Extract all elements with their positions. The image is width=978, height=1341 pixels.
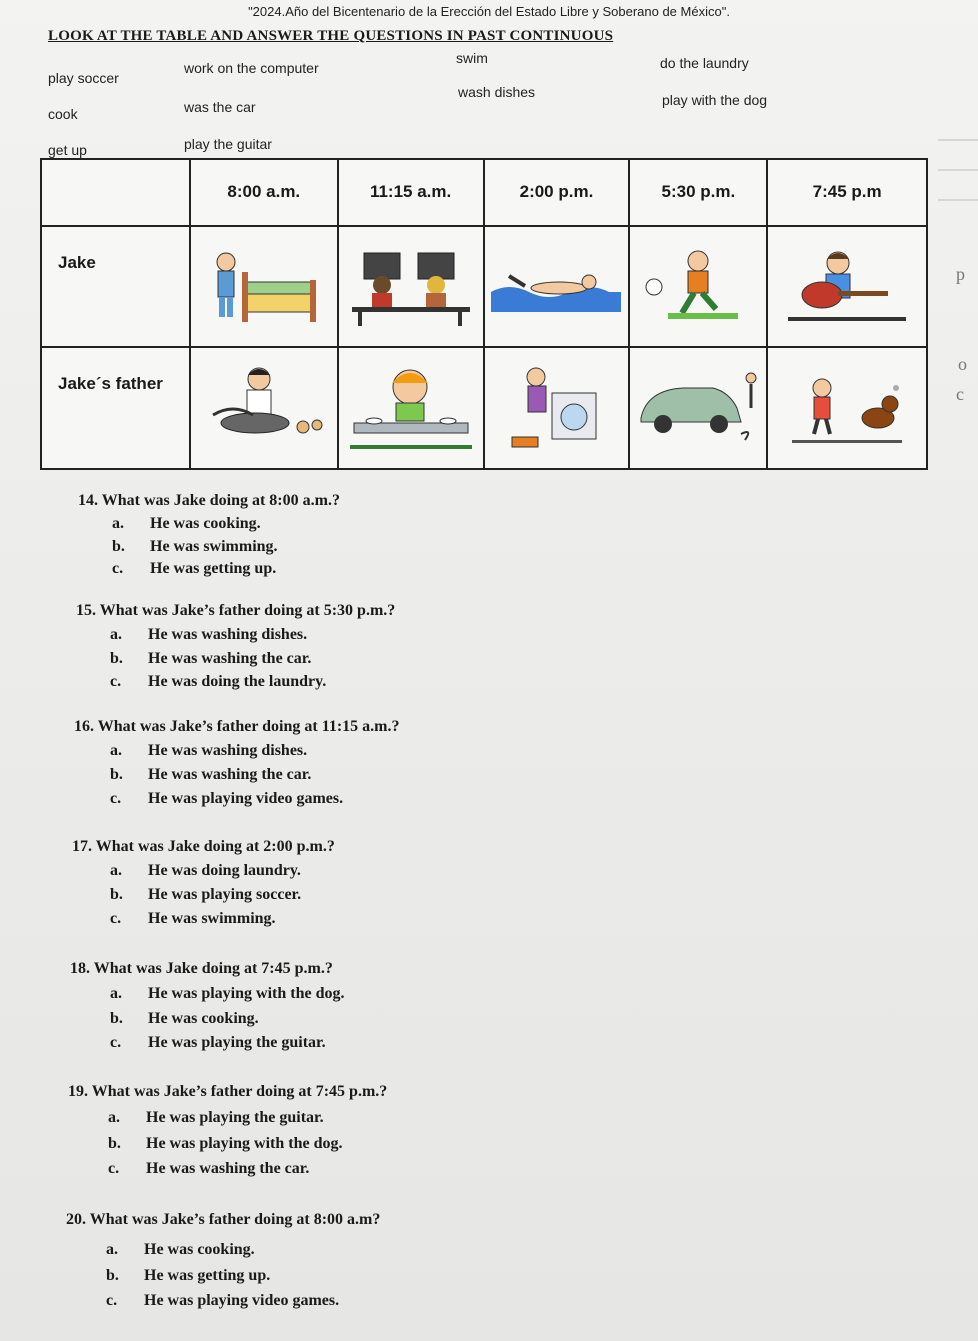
picture-playing-soccer (629, 226, 767, 348)
time-header: 7:45 p.m (767, 159, 927, 226)
option: a. He was doing laundry. (110, 862, 301, 879)
picture-washing-car (629, 347, 767, 469)
question-text: What was Jake doing at 8:00 a.m.? (101, 492, 340, 509)
computer-picture-icon (346, 247, 476, 327)
question-number: 16. (74, 718, 94, 735)
question-text: What was Jake’s father doing at 11:15 a.m.? (97, 718, 400, 735)
dishes-picture-icon (344, 363, 478, 453)
picture-washing-dishes (338, 347, 484, 469)
option: a. He was playing the guitar. (108, 1109, 324, 1126)
question-number: 18. (70, 960, 90, 977)
picture-playing-guitar (767, 226, 927, 348)
picture-cooking (190, 347, 338, 469)
svg-text:c: c (956, 384, 964, 404)
question-text: What was Jake doing at 2:00 p.m.? (95, 838, 335, 855)
swimming-picture-icon (489, 252, 623, 322)
row-label-jake: Jake (41, 226, 190, 348)
option: a. He was washing dishes. (110, 626, 308, 643)
word-get-up: get up (48, 142, 87, 158)
time-header: 11:15 a.m. (338, 159, 484, 226)
schedule-table (40, 158, 928, 470)
option: b. He was washing the car. (110, 766, 312, 783)
option: a. He was cooking. (112, 515, 261, 532)
car-picture-icon (633, 368, 763, 448)
option: b. He was playing with the dog. (108, 1135, 343, 1152)
option: b. He was getting up. (106, 1267, 271, 1284)
bed-picture-icon (204, 242, 324, 332)
header-text: "2024.Año del Bicentenario de la Erección del Estado Libre y Soberano de México". (248, 4, 730, 19)
question-number: 19. (68, 1083, 88, 1100)
table-corner-cell (41, 159, 190, 226)
time-header: 5:30 p.m. (629, 159, 767, 226)
cooking-picture-icon (199, 363, 329, 453)
question-number: 15. (76, 602, 96, 619)
guitar-picture-icon (782, 247, 912, 327)
option: c. He was washing the car. (108, 1160, 310, 1177)
option: c. He was swimming. (110, 910, 276, 927)
question-text: What was Jake’s father doing at 5:30 p.m.? (99, 602, 396, 619)
option: b. He was playing soccer. (110, 886, 302, 903)
question-text: What was Jake’s father doing at 8:00 a.m? (89, 1211, 381, 1228)
table-header-row (41, 159, 927, 226)
soccer-picture-icon (638, 247, 758, 327)
option: c. He was getting up. (112, 560, 277, 577)
option: b. He was cooking. (110, 1010, 259, 1027)
row-label-jakes-father: Jake´s father (41, 347, 190, 469)
word-swim: swim (456, 50, 488, 66)
page-edge-marks (938, 130, 978, 550)
option: c. He was playing video games. (110, 790, 344, 807)
word-work-on-the-computer: work on the computer (184, 60, 319, 76)
option: c. He was playing the guitar. (110, 1034, 326, 1051)
option: c. He was playing video games. (106, 1292, 340, 1309)
option: b. He was washing the car. (110, 650, 312, 667)
picture-playing-with-dog (767, 347, 927, 469)
question-text: What was Jake doing at 7:45 p.m.? (93, 960, 333, 977)
svg-text:p: p (956, 264, 965, 284)
picture-getting-up (190, 226, 338, 348)
option: a. He was cooking. (106, 1241, 255, 1258)
dog-picture-icon (782, 368, 912, 448)
word-was-the-car: was the car (184, 99, 256, 115)
option: a. He was playing with the dog. (110, 985, 345, 1002)
word-cook: cook (48, 106, 78, 122)
table-row-jake (41, 226, 927, 348)
word-play-the-guitar: play the guitar (184, 136, 272, 152)
word-play-soccer: play soccer (48, 70, 119, 86)
time-header: 2:00 p.m. (484, 159, 630, 226)
word-do-the-laundry: do the laundry (660, 55, 749, 71)
instructions-title: LOOK AT THE TABLE AND ANSWER THE QUESTIONS IN PAST CONTINUOUS (48, 28, 614, 44)
word-play-with-the-dog: play with the dog (662, 92, 768, 108)
picture-swimming (484, 226, 630, 348)
table-row-jakes-father (41, 347, 927, 469)
option: c. He was doing the laundry. (110, 673, 327, 690)
option: b. He was swimming. (112, 538, 278, 555)
time-header: 8:00 a.m. (190, 159, 338, 226)
svg-text:o: o (958, 354, 967, 374)
picture-doing-laundry (484, 347, 630, 469)
word-wash-dishes: wash dishes (458, 84, 536, 100)
question-number: 17. (72, 838, 92, 855)
question-text: What was Jake’s father doing at 7:45 p.m.? (91, 1083, 388, 1100)
option: a. He was washing dishes. (110, 742, 308, 759)
question-number: 20. (66, 1211, 86, 1228)
question-number: 14. (78, 492, 98, 509)
laundry-picture-icon (496, 363, 616, 453)
picture-working-on-computer (338, 226, 484, 348)
